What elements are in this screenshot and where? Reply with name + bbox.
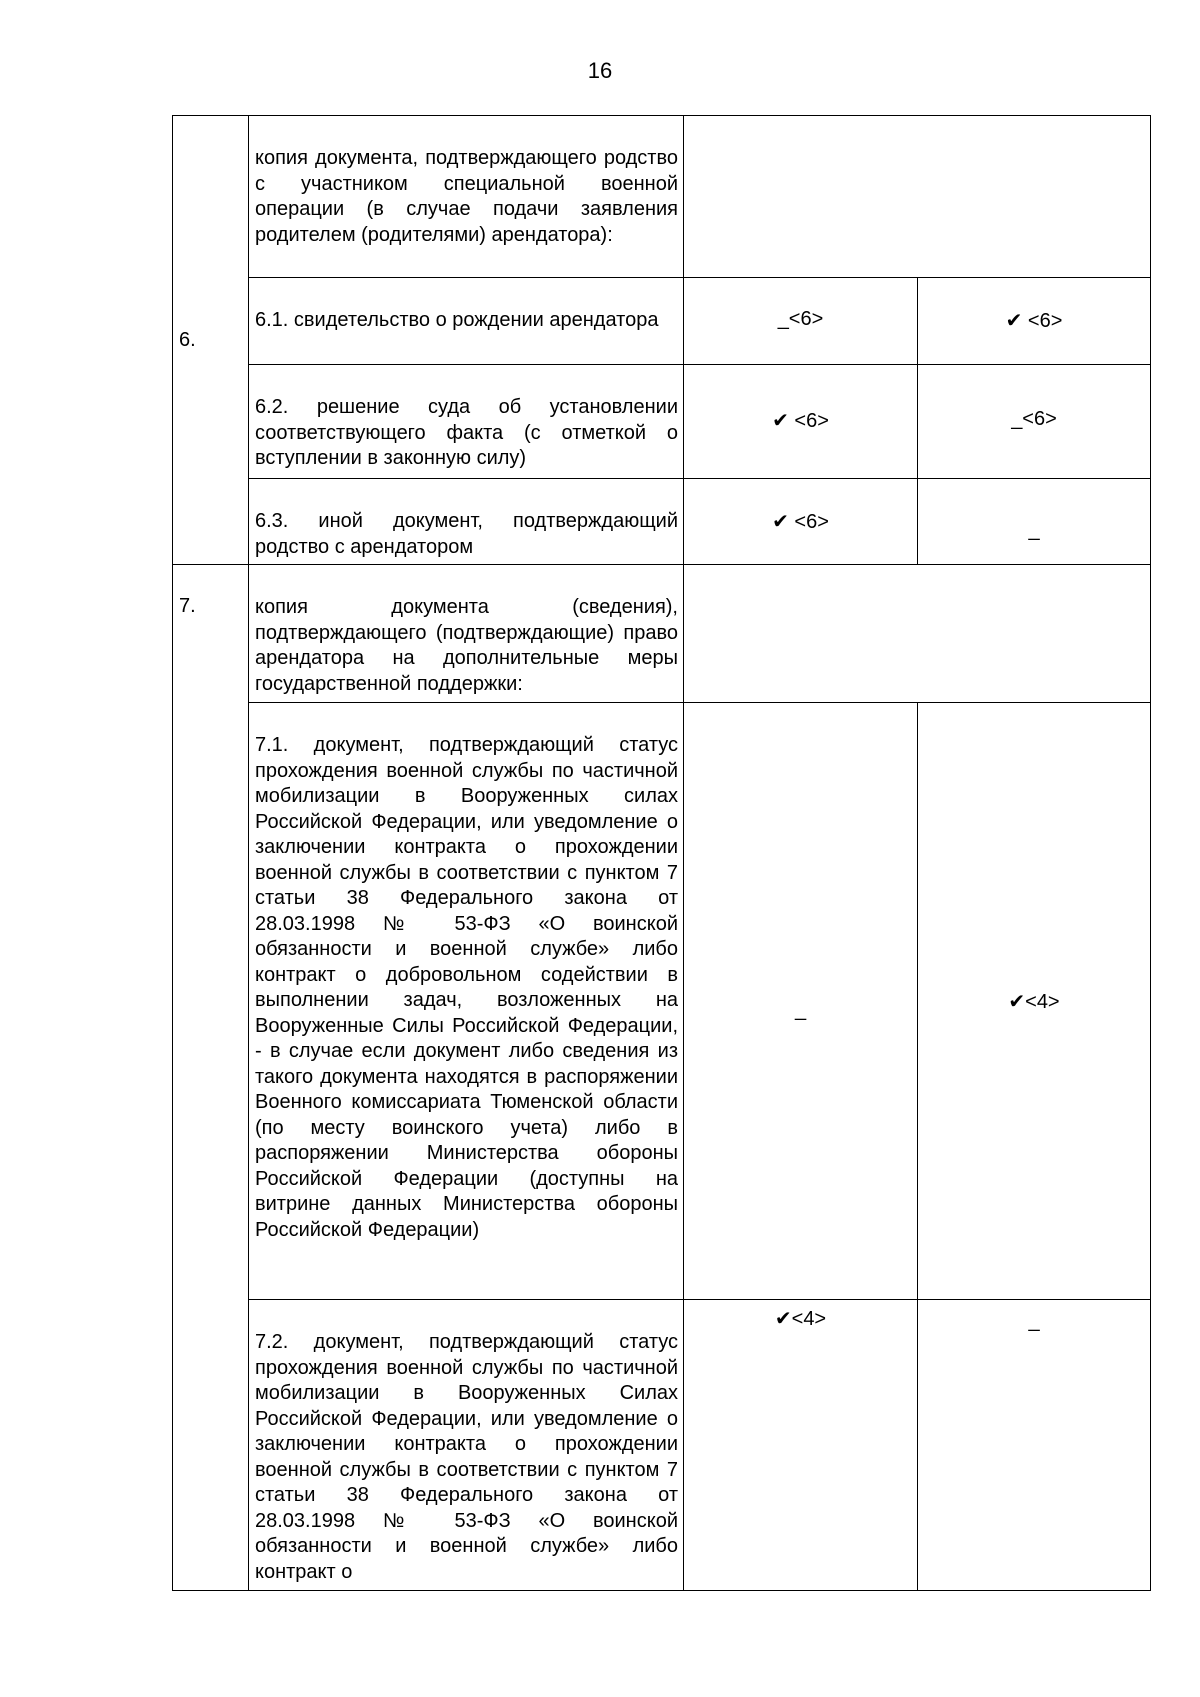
item-mark-a-cell <box>684 479 918 565</box>
item-text-cell <box>249 278 684 365</box>
item-text-cell <box>249 365 684 479</box>
item-mark-b-cell <box>918 278 1151 365</box>
item-text-cell <box>249 479 684 565</box>
item-mark-b: ✔<4> <box>1008 990 1060 1013</box>
page-number: 16 <box>587 58 613 83</box>
table-row <box>173 365 1151 479</box>
item-mark-b: ✔ <6> <box>1005 310 1063 332</box>
item-text: 6.3. иной документ, подтверждающий родство с арендатором <box>255 510 678 558</box>
item-text-cell <box>249 703 684 1300</box>
item-mark-a: _<6> <box>777 308 824 330</box>
empty-cell <box>684 116 1151 278</box>
row-number: 6. <box>179 328 196 351</box>
row-text-cell <box>249 565 684 703</box>
item-mark-a: _ <box>794 998 807 1021</box>
item-mark-a-cell <box>684 365 918 479</box>
table-row <box>173 703 1151 1300</box>
row-text-cell <box>249 116 684 278</box>
item-text: 7.1. документ, подтверждающий статус прохождения военной службы по частичной мобилизации в Вооруженных силах Российской Федерации, или уведомление о заключении контракта о прохождении военной службы в соответствии с пунктом 7 статьи 38 Федерального закона от 28.03.1998 № 53-ФЗ «О воинской обязанности и военной службе» либо контракт о добровольном содействии в выполнении задач, возложенных на Вооруженные Силы Российской Федерации, - в случае если документ либо сведения из такого документа находятся в распоряжении Военного комиссариата Тюменской области (по месту воинского учета) либо в распоряжении Министерства обороны Российской Федерации (доступны на витрине данных Министерства обороны Российской Федерации) <box>255 734 678 1241</box>
row-text: копия документа (сведения), подтверждающего (подтверждающие) право арендатора на дополнительные меры государственной поддержки: <box>255 596 678 695</box>
item-text: 7.2. документ, подтверждающий статус прохождения военной службы по частичной мобилизации в Вооруженных Силах Российской Федерации, или уведомление о заключении контракта о прохождении военной службы в соответствии с пунктом 7 статьи 38 Федерального закона от 28.03.1998 № 53-ФЗ «О воинской обязанности и военной службе» либо контракт о <box>255 1331 678 1583</box>
row-number: 7. <box>179 595 196 617</box>
row-text: копия документа, подтверждающего родство с участником специальной военной операции (в случае подачи заявления родителем (родителями) арендатора): <box>255 147 678 246</box>
item-mark-a: ✔ <6> <box>772 511 829 533</box>
requirements-table <box>172 115 1151 1591</box>
table-row <box>173 1300 1151 1591</box>
item-mark-b-cell <box>918 479 1151 565</box>
item-mark-a-cell <box>684 278 918 365</box>
table-row <box>173 565 1151 703</box>
item-mark-b-cell <box>918 1300 1151 1591</box>
row-number-cell <box>173 565 249 1591</box>
item-text-cell <box>249 1300 684 1591</box>
table-row <box>173 116 1151 278</box>
item-text: 6.1. свидетельство о рождении арендатора <box>255 309 659 331</box>
item-mark-b-cell <box>918 365 1151 479</box>
item-mark-a: ✔<4> <box>774 1308 827 1330</box>
item-mark-b: _ <box>1028 1310 1040 1332</box>
item-mark-a-cell <box>684 703 918 1300</box>
item-mark-b: _ <box>1028 519 1040 541</box>
item-mark-b: _<6> <box>1011 408 1057 430</box>
row-number-cell <box>173 116 249 565</box>
item-text: 6.2. решение суда об установлении соответствующего факта (с отметкой о вступлении в законную силу) <box>255 396 678 469</box>
item-mark-a-cell <box>684 1300 918 1591</box>
item-mark-a: ✔ <6> <box>772 410 829 432</box>
table-row <box>173 479 1151 565</box>
table-row <box>173 278 1151 365</box>
empty-cell <box>684 565 1151 703</box>
item-mark-b-cell <box>918 703 1151 1300</box>
